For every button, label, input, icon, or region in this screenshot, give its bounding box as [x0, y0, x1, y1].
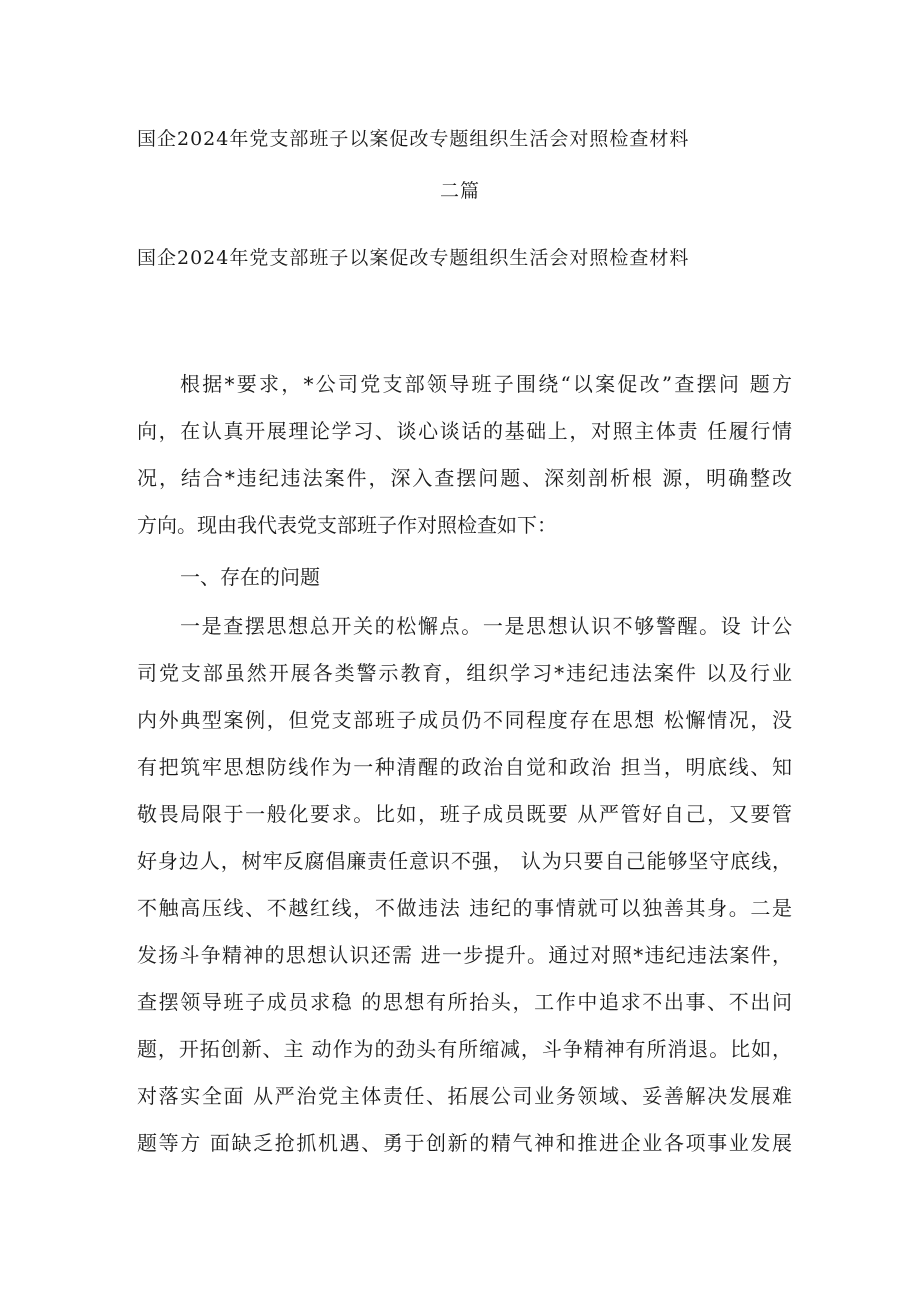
body-line: 司党支部虽然开展各类警示教育，组织学习*违纪违法案件 以及行业	[137, 661, 792, 685]
body-line: 对落实全面 从严治党主体责任、拓展公司业务领域、妥善解决发展难	[137, 1084, 792, 1108]
document-title-continuation: 二篇	[440, 180, 481, 202]
body-line: 不触高压线、不越红线，不做违法 违纪的事情就可以独善其身。二是	[137, 896, 792, 920]
document-subtitle: 国企2024年党支部班子以案促改专题组织生活会对照检查材料	[137, 247, 690, 269]
intro-line: 向，在认真开展理论学习、谈心谈话的基础上，对照主体责 任履行情	[137, 419, 792, 443]
intro-line: 况，结合*违纪违法案件，深入查摆问题、深刻剖析根 源，明确整改	[137, 466, 792, 490]
body-line: 敬畏局限于一般化要求。比如，班子成员既要 从严管好自己，又要管	[137, 802, 792, 826]
document-title: 国企2024年党支部班子以案促改专题组织生活会对照检查材料	[137, 128, 690, 150]
body-line: 发扬斗争精神的思想认识还需 进一步提升。通过对照*违纪违法案件，	[137, 943, 792, 967]
intro-line: 根据*要求，*公司党支部领导班子围绕“以案促改”查摆问 题方	[180, 372, 792, 396]
body-line: 有把筑牢思想防线作为一种清醒的政治自觉和政治 担当，明底线、知	[137, 755, 792, 779]
body-line: 好身边人，树牢反腐倡廉责任意识不强， 认为只要自己能够坚守底线，	[137, 849, 792, 873]
section-heading: 一、存在的问题	[180, 565, 320, 589]
body-line: 题，开拓创新、主 动作为的劲头有所缩减，斗争精神有所消退。比如，	[137, 1037, 792, 1061]
body-line: 题等方 面缺乏抢抓机遇、勇于创新的精气神和推进企业各项事业发展	[137, 1131, 792, 1155]
body-line: 查摆领导班子成员求稳 的思想有所抬头，工作中追求不出事、不出问	[137, 990, 792, 1014]
intro-line: 方向。现由我代表党支部班子作对照检查如下：	[137, 513, 557, 537]
body-line: 一是查摆思想总开关的松懈点。一是思想认识不够警醒。设 计公	[180, 614, 792, 638]
body-line: 内外典型案例，但党支部班子成员仍不同程度存在思想 松懈情况，没	[137, 708, 792, 732]
